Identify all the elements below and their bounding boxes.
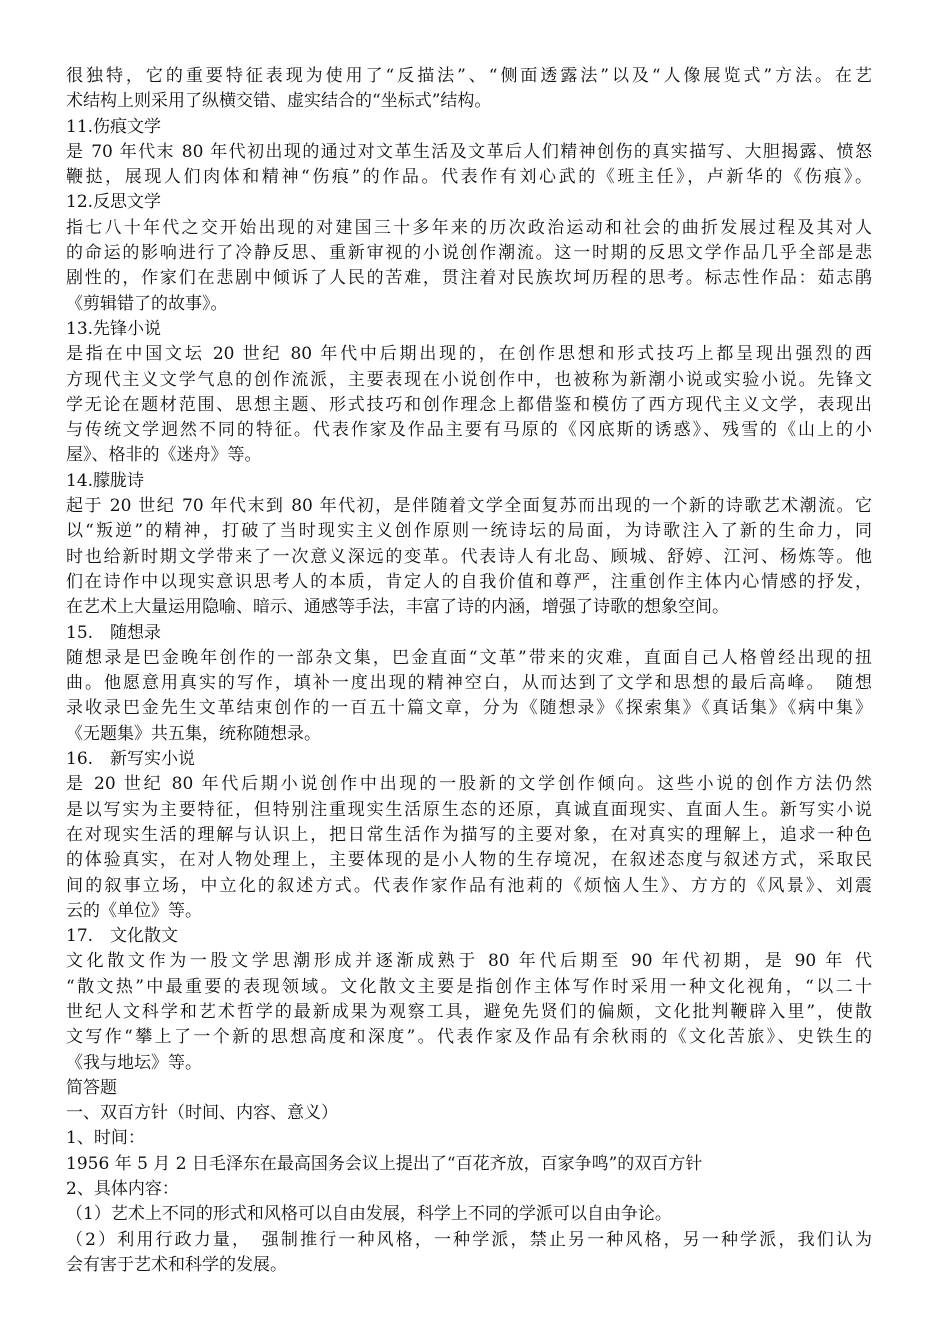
text-line: 16. 新写实小说 (66, 749, 196, 770)
text-line: （2）利用行政力量， 强制推行一种风格，一种学派，禁止另一种风格，另一种学派，我们认为 (66, 1229, 872, 1250)
text-line: “散文热”中最重要的表现领域。文化散文主要是指创作主体写作时采用一种文化视角，“以二十 (66, 976, 872, 997)
text-line: 录收录巴金先生文革结束创作的一百五十篇文章，分为《随想录》《探索集》《真话集》《病中集》 (66, 698, 872, 719)
text-line: 1956 年 5 月 2 日毛泽东在最高国务会议上提出了“百花齐放，百家争鸣”的双百方针 (66, 1153, 703, 1174)
text-line: 的体验真实，在对人物处理上，主要体现的是小人物的生存境况，在叙述态度与叙述方式，采取民 (66, 850, 872, 871)
text-line: 屋》、格非的《迷舟》等。 (66, 445, 262, 466)
text-line: 1、时间： (66, 1128, 145, 1149)
text-line: 学无论在题材范围、思想主题、形式技巧和创作理念上都借鉴和模仿了西方现代主义文学，表现出 (66, 394, 872, 415)
text-line: 很独特，它的重要特征表现为使用了“反描法”、“侧面透露法”以及“人像展览式”方法。在艺 (66, 66, 872, 86)
text-line: 11.伤痕文学 (66, 116, 162, 137)
text-line: 15. 随想录 (66, 622, 162, 643)
text-line: 云的《单位》等。 (66, 900, 202, 921)
text-line: 是指在中国文坛 20 世纪 80 年代中后期出现的，在创作思想和形式技巧上都呈现出强烈的西 (66, 344, 872, 365)
text-line: 17. 文化散文 (66, 926, 179, 947)
text-line: 鞭挞，展现人们肉体和精神“伤痕”的作品。代表作有刘心武的《班主任》，卢新华的《伤痕》。 (66, 167, 872, 188)
text-line: 13.先锋小说 (66, 318, 162, 339)
text-line: 文写作“攀上了一个新的思想高度和深度”。代表作家及作品有余秋雨的《文化苦旅》、史铁生的 (66, 1027, 872, 1048)
text-line: 14.朦胧诗 (66, 470, 145, 491)
text-line: 是 70 年代末 80 年代初出现的通过对文革生活及文革后人们精神创伤的真实描写、大胆揭露、愤怒 (66, 141, 872, 162)
text-line: 起于 20 世纪 70 年代末到 80 年代初，是伴随着文学全面复苏而出现的一个新的诗歌艺术潮流。它 (66, 496, 872, 517)
text-line: 在对现实生活的理解与认识上，把日常生活作为描写的主要对象，在对真实的理解上，追求一种色 (66, 824, 872, 845)
text-line: 简答题 (66, 1077, 117, 1098)
text-line: 方现代主义文学气息的创作流派，主要表现在小说创作中，也被称为新潮小说或实验小说。先锋文 (66, 369, 872, 390)
text-line: 一、双百方针（时间、内容、意义） (66, 1103, 338, 1124)
text-line: 以“叛逆”的精神，打破了当时现实主义创作原则一统诗坛的局面，为诗歌注入了新的生命力，同 (66, 521, 872, 542)
text-line: 是 20 世纪 80 年代后期小说创作中出现的一股新的文学创作倾向。这些小说的创作方法仍然 (66, 774, 872, 795)
text-line: 会有害于艺术和科学的发展。 (66, 1254, 287, 1275)
text-line: 的命运的影响进行了冷静反思、重新审视的小说创作潮流。这一时期的反思文学作品几乎全部是悲 (66, 243, 872, 264)
text-line: 《我与地坛》等。 (66, 1052, 202, 1073)
text-line: 剧性的，作家们在悲剧中倾诉了人民的苦难，贯注着对民族坎坷历程的思考。标志性作品：茹志鹃 (66, 268, 872, 289)
text-line: 2、具体内容： (66, 1179, 179, 1200)
text-line: 12.反思文学 (66, 192, 162, 213)
text-line: 随想录是巴金晚年创作的一部杂文集，巴金直面“文革”带来的灾难，直面自己人格曾经出现的扭 (66, 647, 872, 668)
text-line: 世纪人文科学和艺术哲学的最新成果为观察工具，避免先贤们的偏颇，文化批判鞭辟入里”，使散 (66, 1001, 872, 1022)
text-line: 术结构上则采用了纵横交错、虚实结合的“坐标式”结构。 (66, 91, 492, 112)
text-line: 《剪辑错了的故事》。 (66, 293, 228, 314)
text-line: 与传统文学迥然不同的特征。代表作家及作品主要有马原的《冈底斯的诱惑》、残雪的《山上的小 (66, 420, 872, 441)
text-line: 们在诗作中以现实意识思考人的本质，肯定人的自我价值和尊严，注重创作主体内心情感的抒发， (66, 571, 872, 592)
text-line: 曲。他愿意用真实的写作，填补一度出现的精神空白，从而达到了文学和思想的最后高峰。 随想 (66, 673, 872, 694)
text-line: 指七八十年代之交开始出现的对建国三十多年来的历次政治运动和社会的曲折发展过程及其对人 (66, 217, 872, 238)
text-line: 时也给新时期文学带来了一次意义深远的变革。代表诗人有北岛、顾城、舒婷、江河、杨炼等。他 (66, 546, 872, 567)
text-line: 在艺术上大量运用隐喻、暗示、通感等手法，丰富了诗的内涵，增强了诗歌的想象空间。 (66, 597, 729, 618)
text-line: 《无题集》共五集，统称随想录。 (66, 723, 321, 744)
text-line: （1）艺术上不同的形式和风格可以自由发展，科学上不同的学派可以自由争论。 (66, 1204, 672, 1225)
text-line: 文化散文作为一股文学思潮形成并逐渐成熟于 80 年代后期至 90 年代初期，是 90 年 代 (66, 951, 872, 972)
text-line: 间的叙事立场，中立化的叙述方式。代表作家作品有池莉的《烦恼人生》、方方的《风景》、刘震 (66, 875, 872, 896)
text-line: 是以写实为主要特征，但特别注重现实生活原生态的还原，真诚直面现实、直面人生。新写实小说 (66, 799, 872, 820)
